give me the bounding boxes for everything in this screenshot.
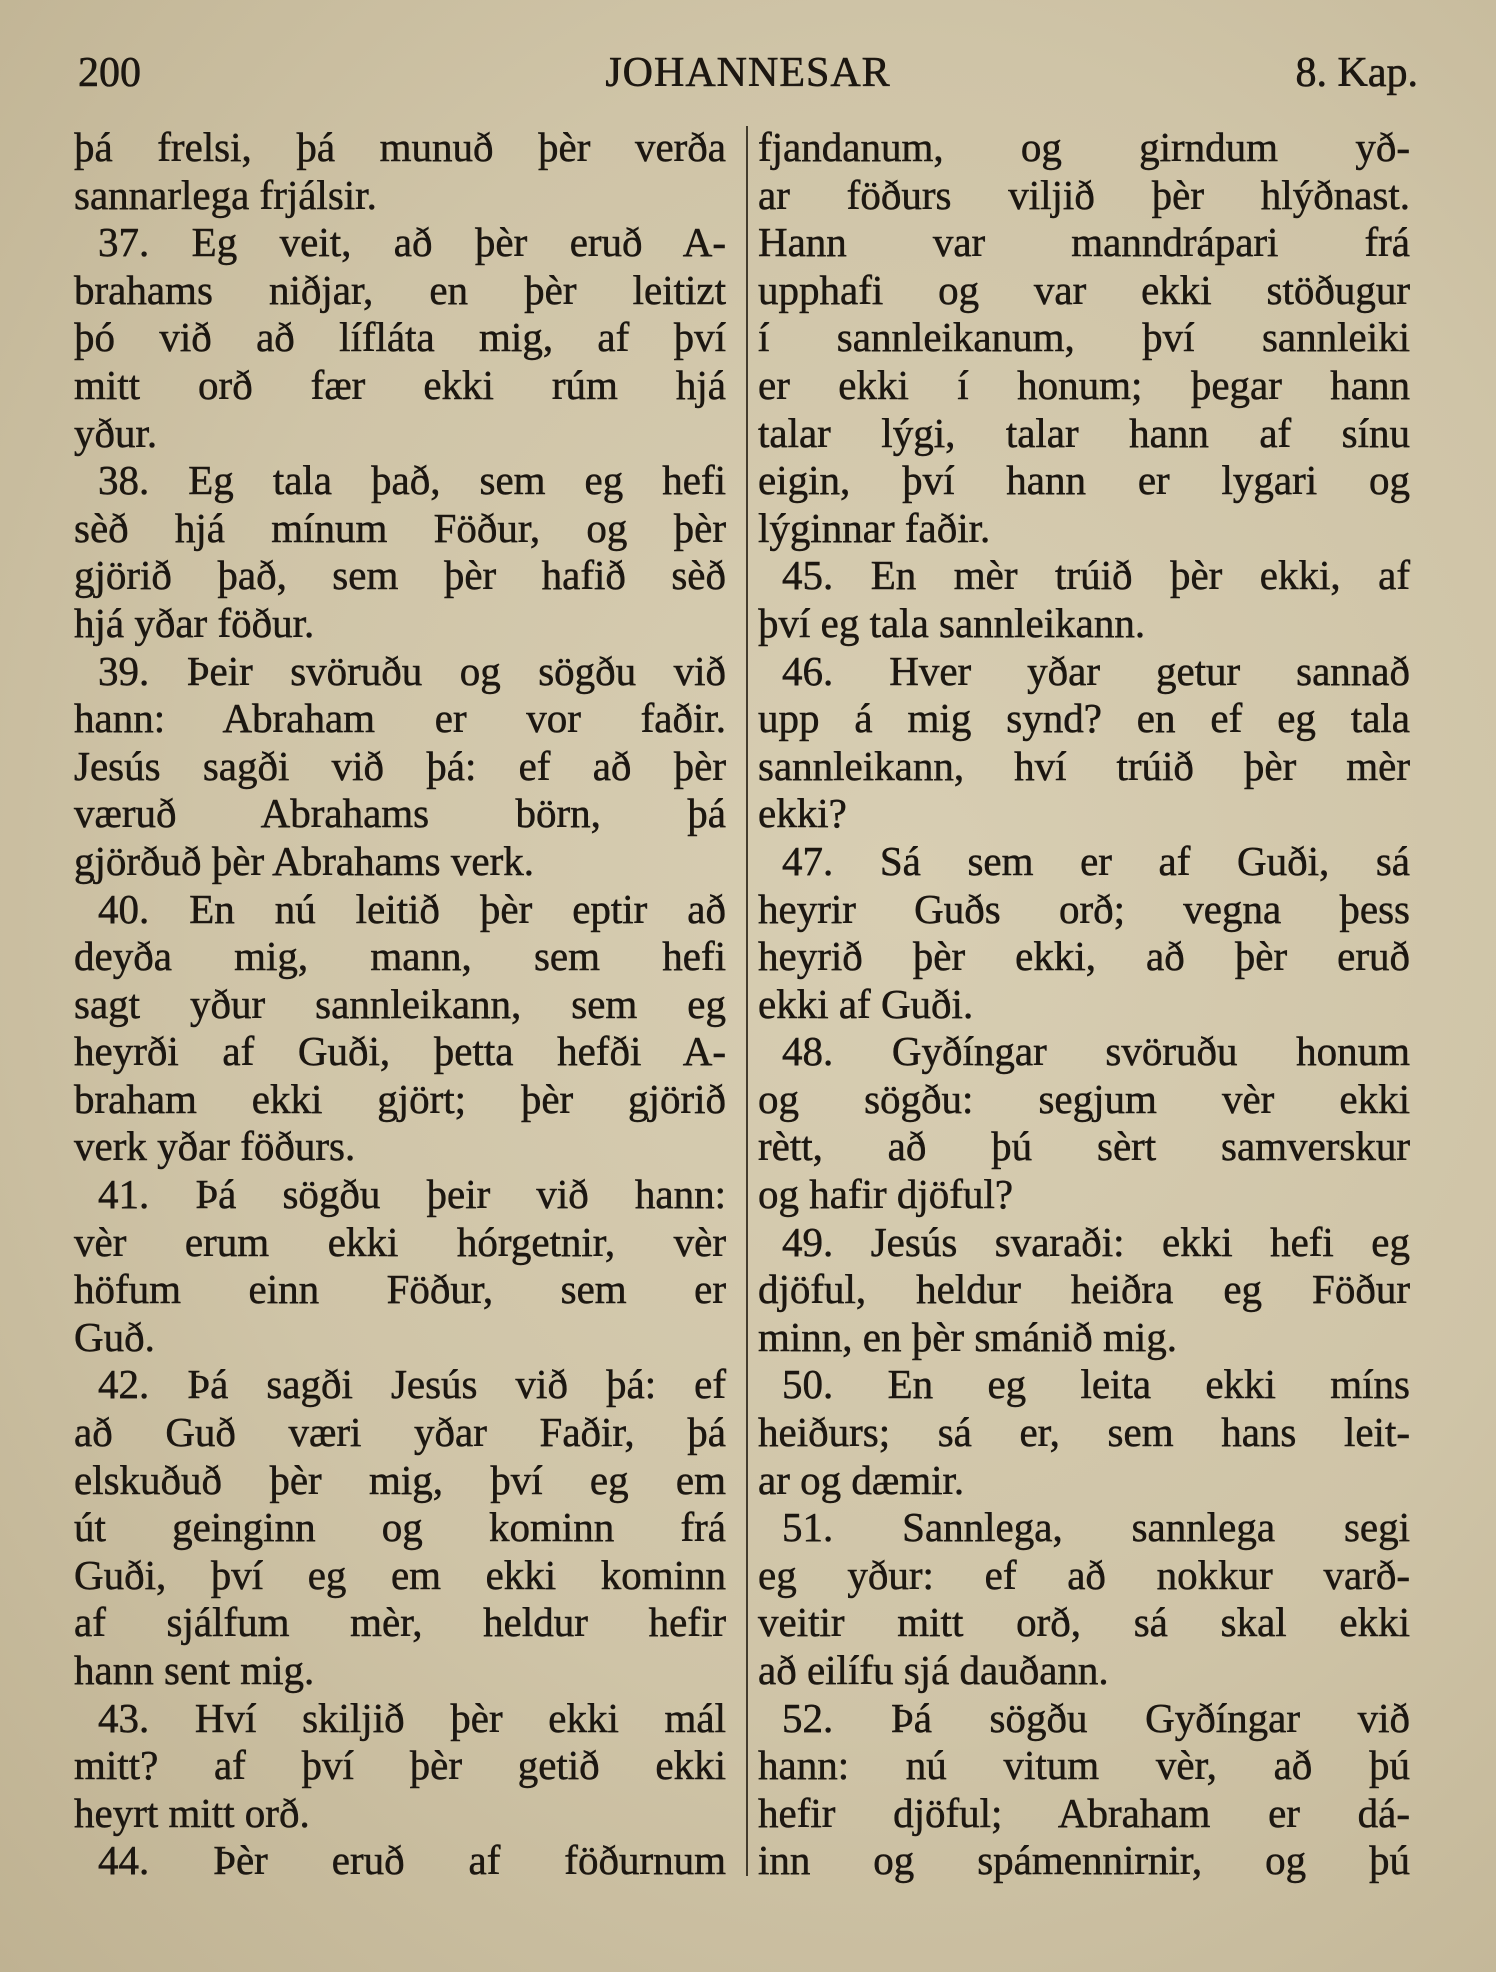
text-line: gjörðuð þèr Abrahams verk.: [74, 837, 534, 884]
text-line: minn, en þèr smánið mig.: [758, 1313, 1178, 1360]
text-line: brahams niðjar, en þèr leitizt: [74, 266, 726, 313]
verse-start-line: 50. En eg leita ekki míns: [782, 1361, 1410, 1408]
text-line: í sannleikanum, því sannleiki: [758, 314, 1410, 361]
text-line: heyrði af Guði, þetta hefði A-: [74, 1028, 726, 1075]
verse-start-line: 49. Jesús svaraði: ekki hefi eg: [782, 1218, 1410, 1265]
verse-start-line: 51. Sannlega, sannlega segi: [782, 1504, 1410, 1551]
text-line: gjörið það, sem þèr hafið sèð: [74, 552, 726, 599]
text-line: yður.: [74, 409, 158, 456]
text-line: mitt? af því þèr getið ekki: [74, 1742, 726, 1789]
text-line: heyrir Guðs orð; vegna þess: [758, 885, 1410, 932]
verse-start-line: 40. En nú leitið þèr eptir að: [98, 885, 726, 932]
verse-start-line: 38. Eg tala það, sem eg hefi: [98, 457, 726, 504]
verse-start-line: 43. Hví skiljið þèr ekki mál: [98, 1694, 726, 1741]
verse-start-line: 44. Þèr eruð af föðurnum: [98, 1837, 726, 1884]
verse-start-line: 37. Eg veit, að þèr eruð A-: [98, 219, 726, 266]
text-line: sannleikann, hví trúið þèr mèr: [758, 742, 1410, 789]
text-line: fjandanum, og girndum yð-: [758, 124, 1410, 170]
text-line: hann: nú vitum vèr, að þú: [758, 1742, 1410, 1789]
text-line: að Guð væri yðar Faðir, þá: [74, 1409, 726, 1456]
text-line: hjá yðar föður.: [74, 599, 315, 646]
verse-start-line: 46. Hver yðar getur sannað: [782, 647, 1410, 694]
text-line: þó við að lífláta mig, af því: [74, 314, 726, 361]
text-line: Hann var manndrápari frá: [758, 219, 1410, 266]
verse-start-line: 48. Gyðíngar svöruðu honum: [782, 1028, 1410, 1075]
text-line: elskuðuð þèr mig, því eg em: [74, 1456, 726, 1503]
verse-start-line: 45. En mèr trúið þèr ekki, af: [782, 552, 1410, 599]
text-line: djöful, heldur heiðra eg Föður: [758, 1266, 1410, 1313]
text-line: þá frelsi, þá munuð þèr verða: [74, 124, 726, 170]
text-line: heiðurs; sá er, sem hans leit-: [758, 1409, 1410, 1456]
text-line: heyrt mitt orð.: [74, 1789, 310, 1836]
page-number: 200: [78, 50, 141, 96]
text-line: rètt, að þú sèrt samverskur: [758, 1123, 1410, 1170]
column-divider: [746, 126, 748, 1876]
text-line: upp á mig synd? en ef eg tala: [758, 695, 1410, 742]
text-line: deyða mig, mann, sem hefi: [74, 933, 726, 980]
text-line: talar lýgi, talar hann af sínu: [758, 409, 1410, 456]
text-line: ekki af Guði.: [758, 980, 974, 1027]
verse-start-line: 52. Þá sögðu Gyðíngar við: [782, 1694, 1410, 1741]
running-title: JOHANNESAR: [605, 50, 891, 96]
verse-start-line: 41. Þá sögðu þeir við hann:: [98, 1171, 726, 1218]
text-line: og hafir djöful?: [758, 1171, 1014, 1218]
text-line: höfum einn Föður, sem er: [74, 1266, 726, 1313]
verse-start-line: 42. Þá sagði Jesús við þá: ef: [98, 1361, 726, 1408]
text-line: því eg tala sannleikann.: [758, 599, 1146, 646]
right-text-column: [758, 124, 1410, 1885]
text-line: vèr erum ekki hórgetnir, vèr: [74, 1218, 726, 1265]
text-line: upphafi og var ekki stöðugur: [758, 266, 1410, 313]
text-line: væruð Abrahams börn, þá: [74, 790, 726, 837]
text-line: eg yður: ef að nokkur varð-: [758, 1551, 1410, 1598]
text-line: er ekki í honum; þegar hann: [758, 361, 1410, 408]
text-line: veitir mitt orð, sá skal ekki: [758, 1599, 1410, 1646]
text-line: inn og spámennirnir, og þú: [758, 1837, 1410, 1884]
chapter-label: 8. Kap.: [1295, 50, 1418, 96]
text-line: Guði, því eg em ekki kominn: [74, 1551, 726, 1598]
verse-start-line: 39. Þeir svöruðu og sögðu við: [98, 647, 726, 694]
text-line: lýginnar faðir.: [758, 504, 991, 551]
text-line: heyrið þèr ekki, að þèr eruð: [758, 933, 1410, 980]
text-line: sèð hjá mínum Föður, og þèr: [74, 504, 726, 551]
text-line: Guð.: [74, 1313, 155, 1360]
text-line: eigin, því hann er lygari og: [758, 457, 1410, 504]
text-line: ekki?: [758, 790, 847, 837]
text-line: verk yðar föðurs.: [74, 1123, 356, 1170]
text-line: ar föðurs viljið þèr hlýðnast.: [758, 171, 1410, 218]
text-line: út geinginn og kominn frá: [74, 1504, 726, 1551]
left-text-column: [74, 124, 726, 1885]
text-line: ar og dæmir.: [758, 1456, 965, 1503]
text-line: sannarlega frjálsir.: [74, 171, 377, 218]
text-line: sagt yður sannleikann, sem eg: [74, 980, 726, 1027]
text-line: hann: Abraham er vor faðir.: [74, 695, 726, 742]
text-line: braham ekki gjört; þèr gjörið: [74, 1075, 726, 1122]
verse-start-line: 47. Sá sem er af Guði, sá: [782, 837, 1410, 884]
text-line: að eilífu sjá dauðann.: [758, 1647, 1109, 1693]
text-line: og sögðu: segjum vèr ekki: [758, 1075, 1410, 1122]
text-line: Jesús sagði við þá: ef að þèr: [74, 742, 726, 789]
text-line: hann sent mig.: [74, 1647, 315, 1693]
text-line: af sjálfum mèr, heldur hefir: [74, 1599, 726, 1646]
text-line: mitt orð fær ekki rúm hjá: [74, 361, 726, 408]
text-line: hefir djöful; Abraham er dá-: [758, 1789, 1410, 1836]
